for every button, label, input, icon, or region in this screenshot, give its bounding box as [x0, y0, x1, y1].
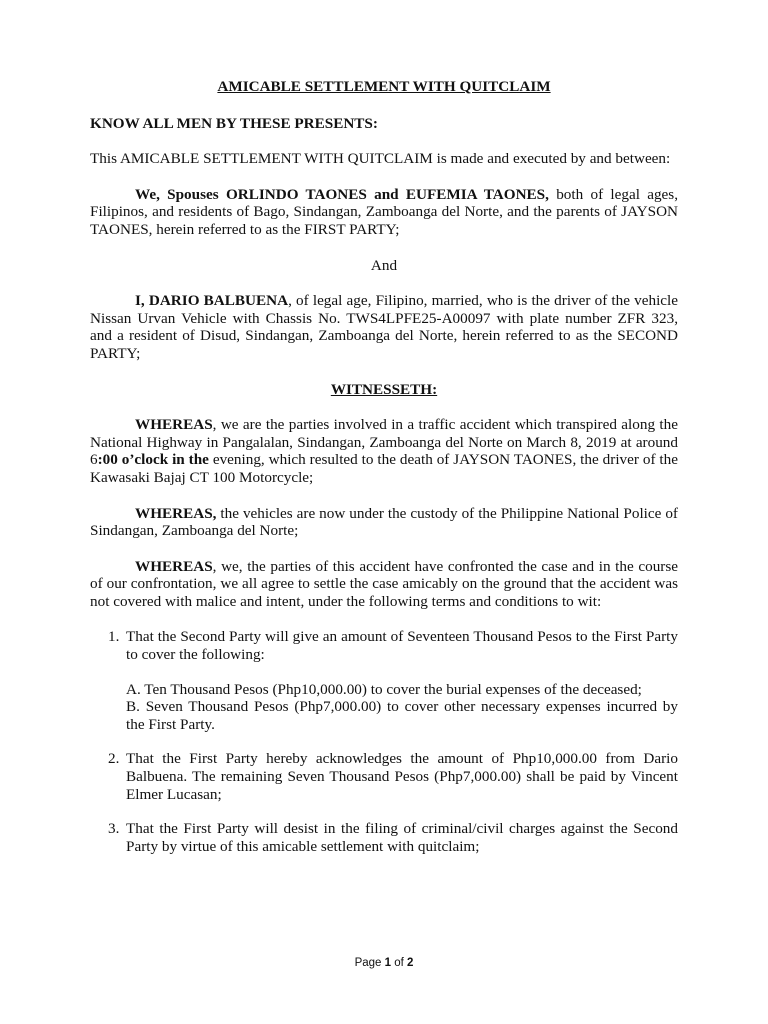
term-subitem-b: B. Seven Thousand Pesos (Php7,000.00) to cover other necessary expenses incurred by the First Party. [126, 698, 678, 733]
second-party-paragraph [90, 292, 678, 362]
page-footer [0, 957, 768, 969]
page-total: 2 [407, 957, 414, 969]
page-current: 1 [384, 957, 392, 969]
second-party-name: I, DARIO BALBUENA [135, 292, 289, 310]
first-party-text: both of legal ages, Filipinos, and residents of Bago, Sindangan, Zamboanga del Norte, and the parents of JAYSON TAONES, herein referred to as the FIRST PARTY; [90, 185, 678, 238]
whereas-text-1a: , we are the parties involved in a traffic accident which transpired along the National Highway in Pangalalan, Sindangan, Zamboanga del Norte on March 8, 2019 at around 6 [90, 416, 678, 469]
whereas-paragraph-3 [90, 558, 678, 611]
whereas-text-1b: evening, which resulted to the death of JAYSON TAONES, the driver of the Kawasaki Bajaj CT 100 Motorcycle; [90, 451, 678, 486]
term-text: That the First Party hereby acknowledges the amount of Php10,000.00 from Dario Balbuena. The remaining Seven Thousand Pesos (Php7,000.00) shall be paid by Vincent Elmer Lucasan; [126, 750, 678, 803]
term-subitem-a: A. Ten Thousand Pesos (Php10,000.00) to cover the burial expenses of the deceased; [126, 680, 642, 698]
terms-list [90, 628, 678, 855]
whereas-lead-2: WHEREAS, [135, 504, 217, 522]
first-party-paragraph [90, 186, 678, 239]
page-of-label: of [394, 957, 404, 969]
whereas-paragraph-1 [90, 416, 678, 486]
document-title: AMICABLE SETTLEMENT WITH QUITCLAIM [217, 78, 551, 95]
term-number: 2. [108, 750, 120, 768]
term-text: That the First Party will desist in the filing of criminal/civil charges against the Second Party by virtue of this amicable settlement with quitclaim; [126, 820, 678, 855]
salutation: KNOW ALL MEN BY THESE PRESENTS: [90, 114, 378, 132]
term-number: 1. [108, 628, 120, 646]
page-label: Page [354, 957, 382, 969]
whereas-text-2: the vehicles are now under the custody of the Philippine National Police of Sindangan, Zamboanga del Norte; [90, 504, 678, 540]
intro-paragraph: This AMICABLE SETTLEMENT WITH QUITCLAIM is made and executed by and between: [90, 150, 671, 168]
term-number: 3. [108, 820, 120, 838]
term-item-1 [90, 628, 678, 733]
second-party-text: , of legal age, Filipino, married, who is the driver of the vehicle Nissan Urvan Vehicle with Chassis No. TWS4LPFE25-A00097 with plate number ZFR 323, and a resident of Disud, Sindangan, Zamboanga del Norte, herein referred to as the SECOND PARTY; [90, 292, 678, 362]
whereas-paragraph-2 [90, 505, 678, 540]
witnesseth-heading: WITNESSETH: [330, 380, 438, 398]
term-item-3 [90, 820, 678, 855]
term-item-2 [90, 750, 678, 803]
document-body [90, 78, 678, 872]
whereas-lead-1: WHEREAS [135, 416, 213, 434]
whereas-lead-3: WHEREAS [135, 557, 213, 575]
first-party-name: We, Spouses ORLINDO TAONES and EUFEMIA TAONES, [135, 185, 549, 203]
whereas-text-3: , we, the parties of this accident have confronted the case and in the course of our confrontation, we all agree to settle the case amicably on the ground that the accident was not covered with malice and intent, under the following terms and conditions to wit: [90, 557, 678, 610]
and-separator: And [370, 256, 398, 274]
term-text: That the Second Party will give an amount of Seventeen Thousand Pesos to the First Party to cover the following: [126, 628, 678, 664]
term-subitems [126, 681, 678, 734]
whereas-bold-1: :00 o’clock in the [97, 451, 209, 469]
